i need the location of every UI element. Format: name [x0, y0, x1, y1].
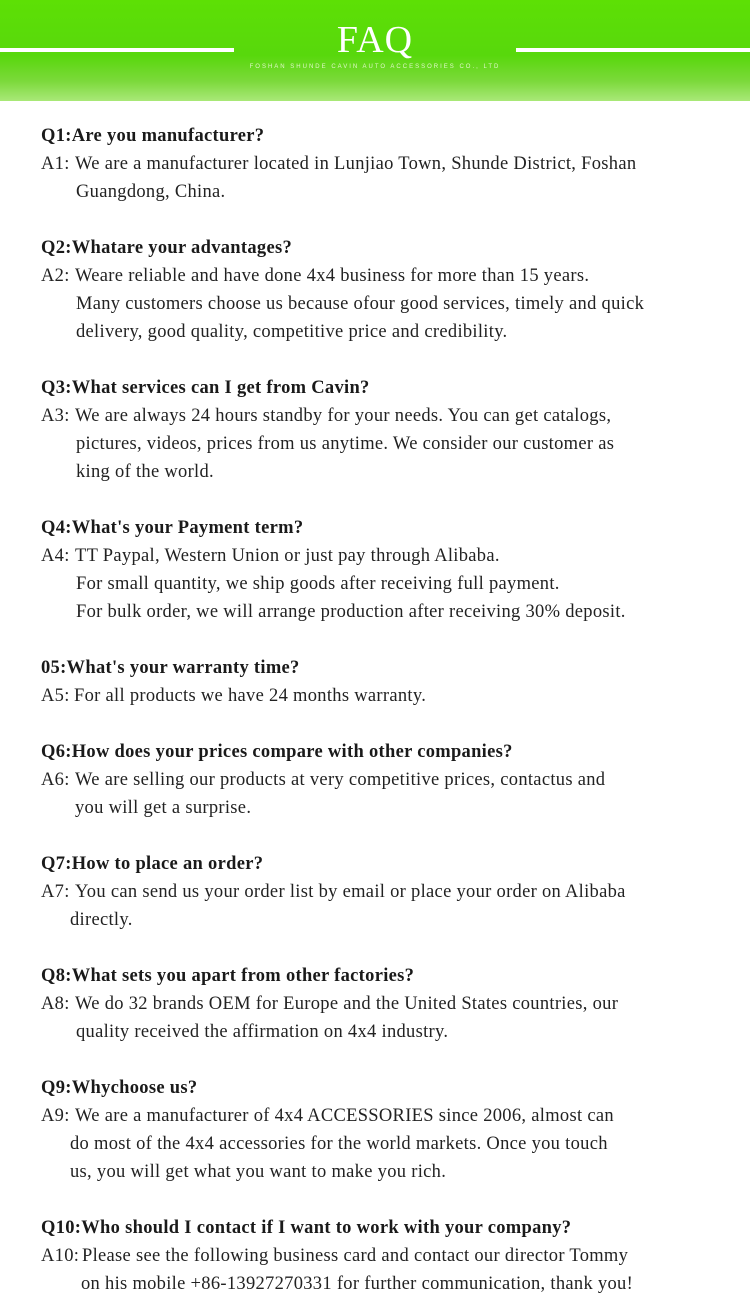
faq-answer-tag: A3: [41, 406, 70, 426]
faq-answer-line: Many customers choose us because ofour good services, timely and quick [76, 294, 645, 314]
faq-answer-line: Weare reliable and have done 4x4 business for more than 15 years. [75, 266, 590, 286]
faq-answer-tag: A4: [41, 546, 70, 566]
faq-answer-line: TT Paypal, Western Union or just pay through Alibaba. [75, 546, 500, 566]
faq-answer-line: For small quantity, we ship goods after receiving full payment. [76, 574, 560, 594]
faq-question: Q4:What's your Payment term? [41, 518, 304, 538]
faq-answer-line: You can send us your order list by email or place your order on Alibaba [75, 882, 626, 902]
faq-question: Q6:How does your prices compare with other companies? [41, 742, 513, 762]
faq-answer-line: king of the world. [76, 462, 214, 482]
faq-answer-line: on his mobile +86-13927270331 for further communication, thank you! [81, 1274, 634, 1294]
faq-question: Q8:What sets you apart from other factories? [41, 966, 415, 986]
faq-question: Q9:Whychoose us? [41, 1078, 198, 1098]
faq-answer-line: For bulk order, we will arrange production after receiving 30% deposit. [76, 602, 626, 622]
faq-answer-line: We are always 24 hours standby for your needs. You can get catalogs, [75, 406, 612, 426]
faq-answer-line: We do 32 brands OEM for Europe and the United States countries, our [75, 994, 619, 1014]
faq-answer-tag: A5: [41, 686, 70, 706]
banner-title: FAQ [336, 19, 414, 61]
faq-answer-tag: A1: [41, 154, 70, 174]
faq-answer-tag: A6: [41, 770, 70, 790]
faq-answer-tag: A10: [41, 1246, 80, 1266]
faq-answer-line: We are a manufacturer located in Lunjiao Town, Shunde District, Foshan [75, 154, 637, 174]
faq-question: Q10:Who should I contact if I want to work with your company? [41, 1218, 572, 1238]
faq-answer-tag: A7: [41, 882, 70, 902]
faq-answer-line: pictures, videos, prices from us anytime. We consider our customer as [76, 434, 615, 454]
faq-answer-line: do most of the 4x4 accessories for the world markets. Once you touch [70, 1134, 608, 1154]
faq-answer-tag: A9: [41, 1106, 70, 1126]
faq-answer-line: We are a manufacturer of 4x4 ACCESSORIES since 2006, almost can [75, 1106, 614, 1126]
faq-question: Q1:Are you manufacturer? [41, 126, 265, 146]
faq-question: Q2:Whatare your advantages? [41, 238, 293, 258]
faq-answer-line: directly. [70, 910, 133, 930]
faq-answer-line: Guangdong, China. [76, 182, 226, 202]
faq-question: Q7:How to place an order? [41, 854, 264, 874]
faq-banner [0, 0, 750, 101]
faq-answer-line: quality received the affirmation on 4x4 industry. [76, 1022, 449, 1042]
faq-answer-line: We are selling our products at very competitive prices, contactus and [75, 770, 606, 790]
banner-subtitle: FOSHAN SHUNDE CAVIN AUTO ACCESSORIES CO., LTD [249, 64, 501, 70]
faq-answer-tag: A2: [41, 266, 70, 286]
faq-answer-tag: A8: [41, 994, 70, 1014]
faq-answer-line: Please see the following business card and contact our director Tommy [82, 1246, 629, 1266]
faq-question: 05:What's your warranty time? [41, 658, 300, 678]
faq-question: Q3:What services can I get from Cavin? [41, 378, 370, 398]
banner-divider-right [516, 48, 750, 52]
faq-answer-line: us, you will get what you want to make you rich. [70, 1162, 447, 1182]
faq-answer-line: you will get a surprise. [75, 798, 252, 818]
faq-answer-line: For all products we have 24 months warranty. [74, 686, 427, 706]
faq-answer-line: delivery, good quality, competitive price and credibility. [76, 322, 508, 342]
